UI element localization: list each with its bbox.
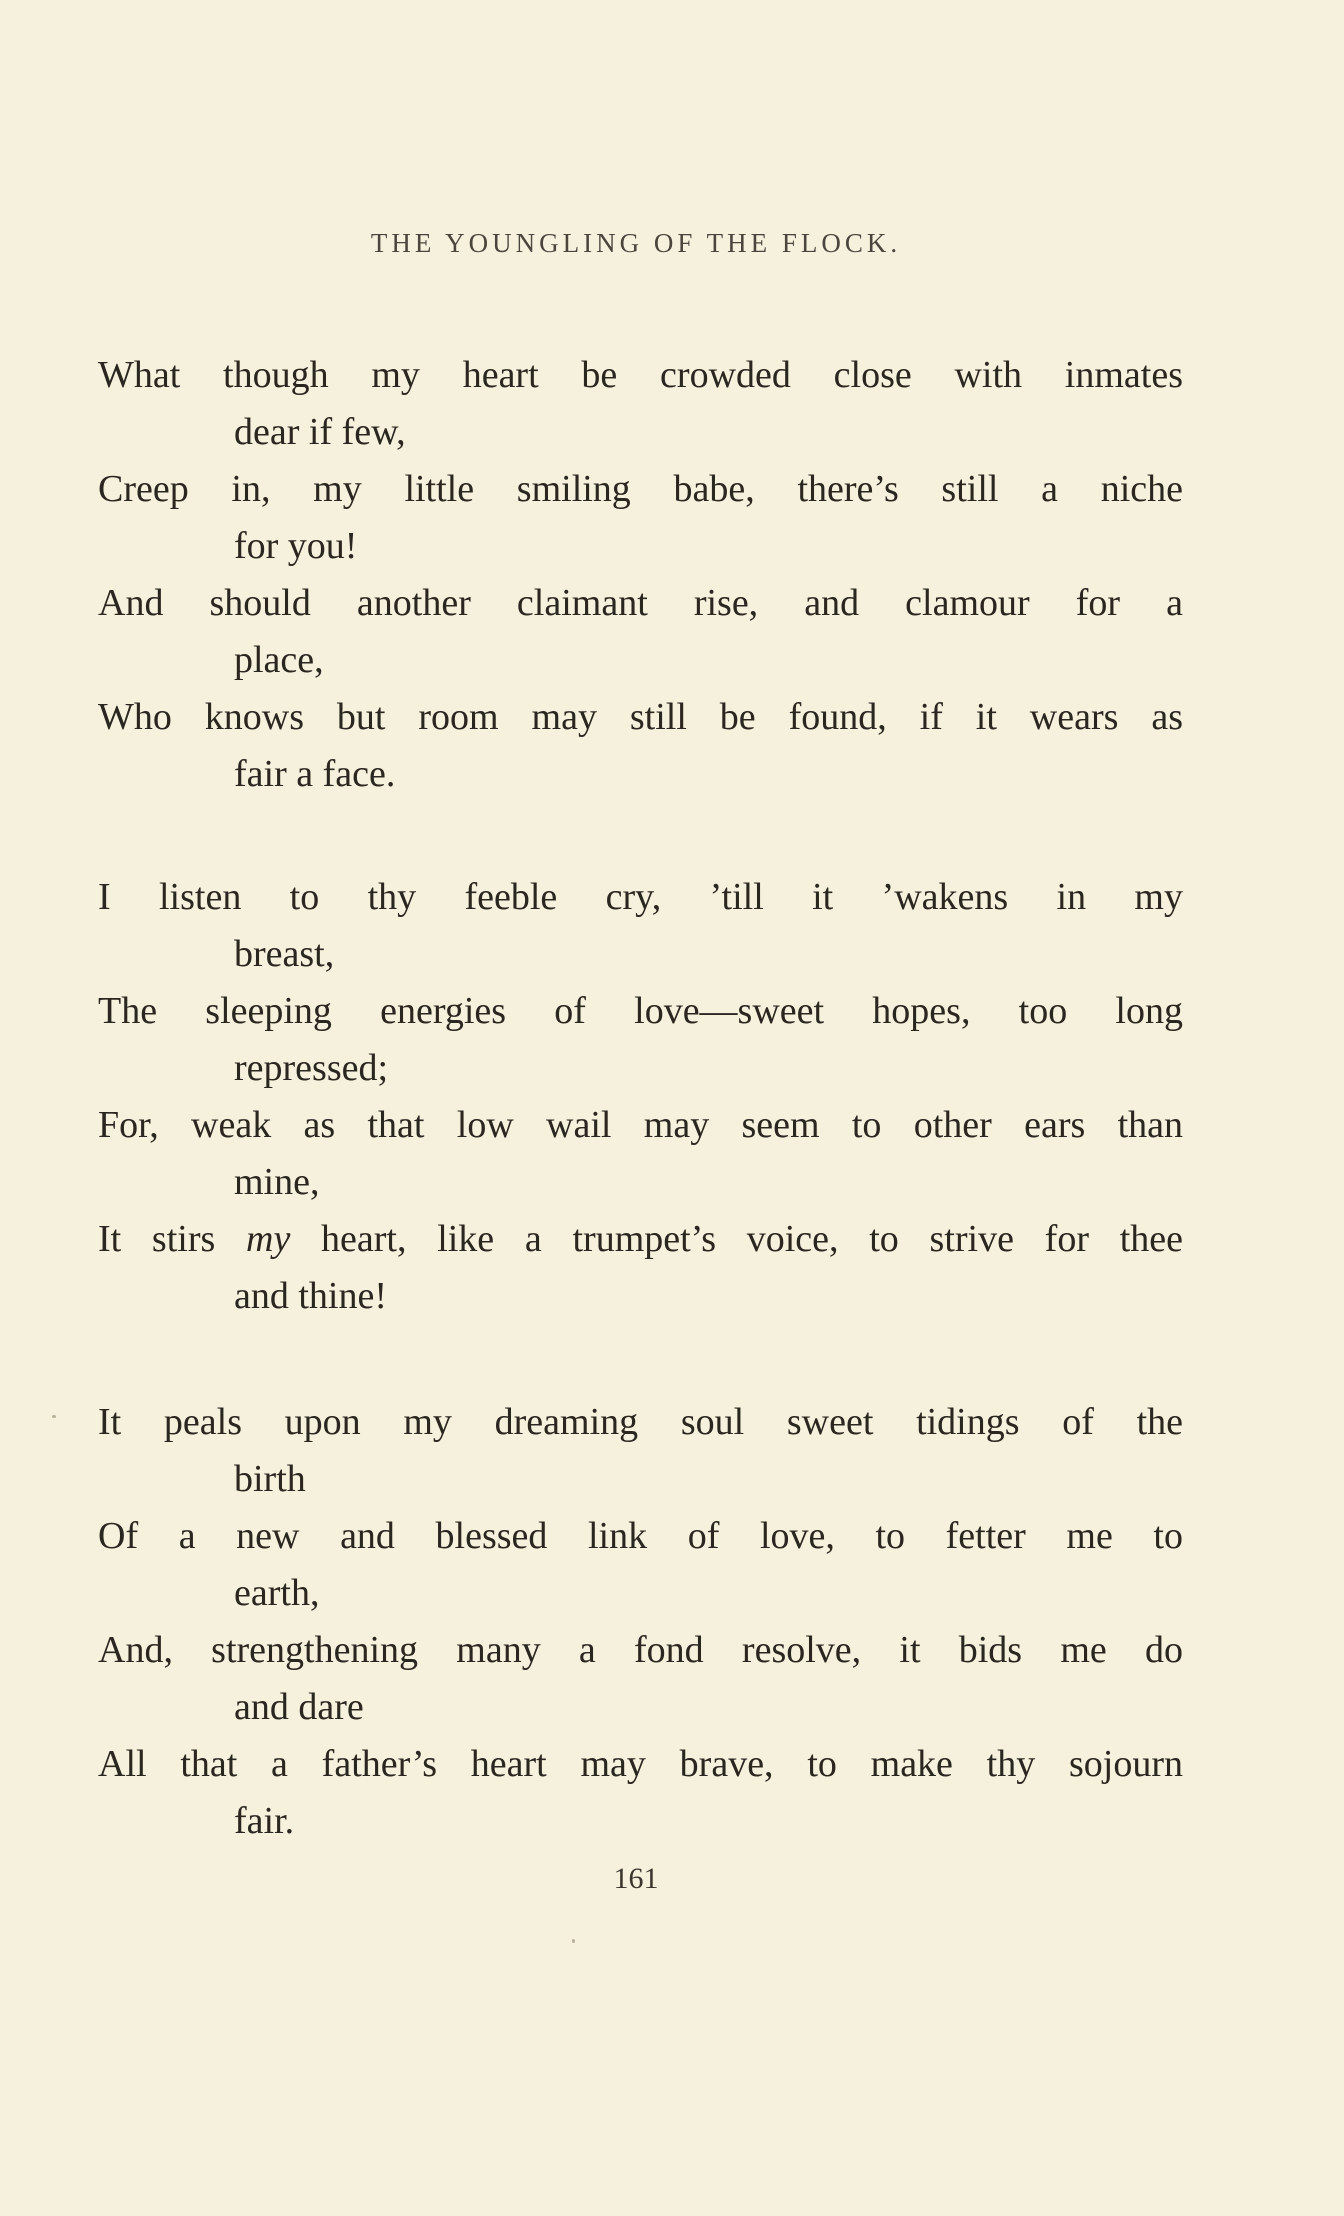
verse-text: It stirs	[98, 1218, 246, 1260]
verse-turnover: fair a face.	[234, 753, 396, 795]
verse-turnover: for you!	[234, 525, 358, 567]
verse-line	[98, 869, 1183, 983]
verse-turnover: breast,	[234, 933, 335, 975]
verse-first-line: For, weak as that low wail may seem to other ears than	[98, 1104, 1183, 1146]
verse-turnover: birth	[234, 1458, 306, 1500]
verse-turnover: repressed;	[234, 1047, 389, 1089]
verse-line	[98, 1622, 1183, 1736]
page-number: 161	[613, 1862, 659, 1895]
running-head: THE YOUNGLING OF THE FLOCK.	[370, 228, 902, 258]
stanza-3	[98, 1394, 1183, 1850]
verse-first-line: Who knows but room may still be found, if it wears as	[98, 696, 1183, 738]
verse-turnover: place,	[234, 639, 324, 681]
verse-first-line: What though my heart be crowded close with inmates	[98, 354, 1183, 396]
verse-turnover: and thine!	[234, 1275, 388, 1317]
verse-turnover: and dare	[234, 1686, 364, 1728]
verse-line	[98, 983, 1183, 1097]
verse-first-line: It peals upon my dreaming soul sweet tidings of the	[98, 1401, 1183, 1443]
verse-turnover: dear if few,	[234, 411, 406, 453]
verse-line	[98, 1394, 1183, 1508]
verse-emphasis: my	[246, 1218, 291, 1260]
verse-turnover: earth,	[234, 1572, 320, 1614]
verse-line	[98, 1508, 1183, 1622]
verse-line	[98, 689, 1183, 803]
stanza-2	[98, 869, 1183, 1325]
verse-line	[98, 461, 1183, 575]
verse-first-line: Of a new and blessed link of love, to fetter me to	[98, 1515, 1183, 1557]
verse-line	[98, 575, 1183, 689]
verse-first-line: The sleeping energies of love—sweet hopes, too long	[98, 990, 1183, 1032]
verse-turnover: mine,	[234, 1161, 320, 1203]
paper-speck	[52, 1415, 56, 1418]
verse-first-line: All that a father’s heart may brave, to make thy sojourn	[98, 1743, 1183, 1785]
verse-line	[98, 1211, 1183, 1325]
verse-first-line: Creep in, my little smiling babe, there’s still a niche	[98, 468, 1183, 510]
verse-line	[98, 1736, 1183, 1850]
verse-first-line: And, strengthening many a fond resolve, it bids me do	[98, 1629, 1183, 1671]
verse-line	[98, 1097, 1183, 1211]
verse-first-line: And should another claimant rise, and clamour for a	[98, 582, 1183, 624]
paper-speck	[572, 1939, 575, 1943]
stanza-1	[98, 347, 1183, 803]
verse-first-line: I listen to thy feeble cry, ’till it ’wakens in my	[98, 876, 1183, 918]
verse-line	[98, 347, 1183, 461]
verse-first-line	[98, 1211, 1183, 1268]
verse-turnover: fair.	[234, 1800, 295, 1842]
verse-text: heart, like a trumpet’s voice, to strive for thee	[290, 1218, 1183, 1260]
